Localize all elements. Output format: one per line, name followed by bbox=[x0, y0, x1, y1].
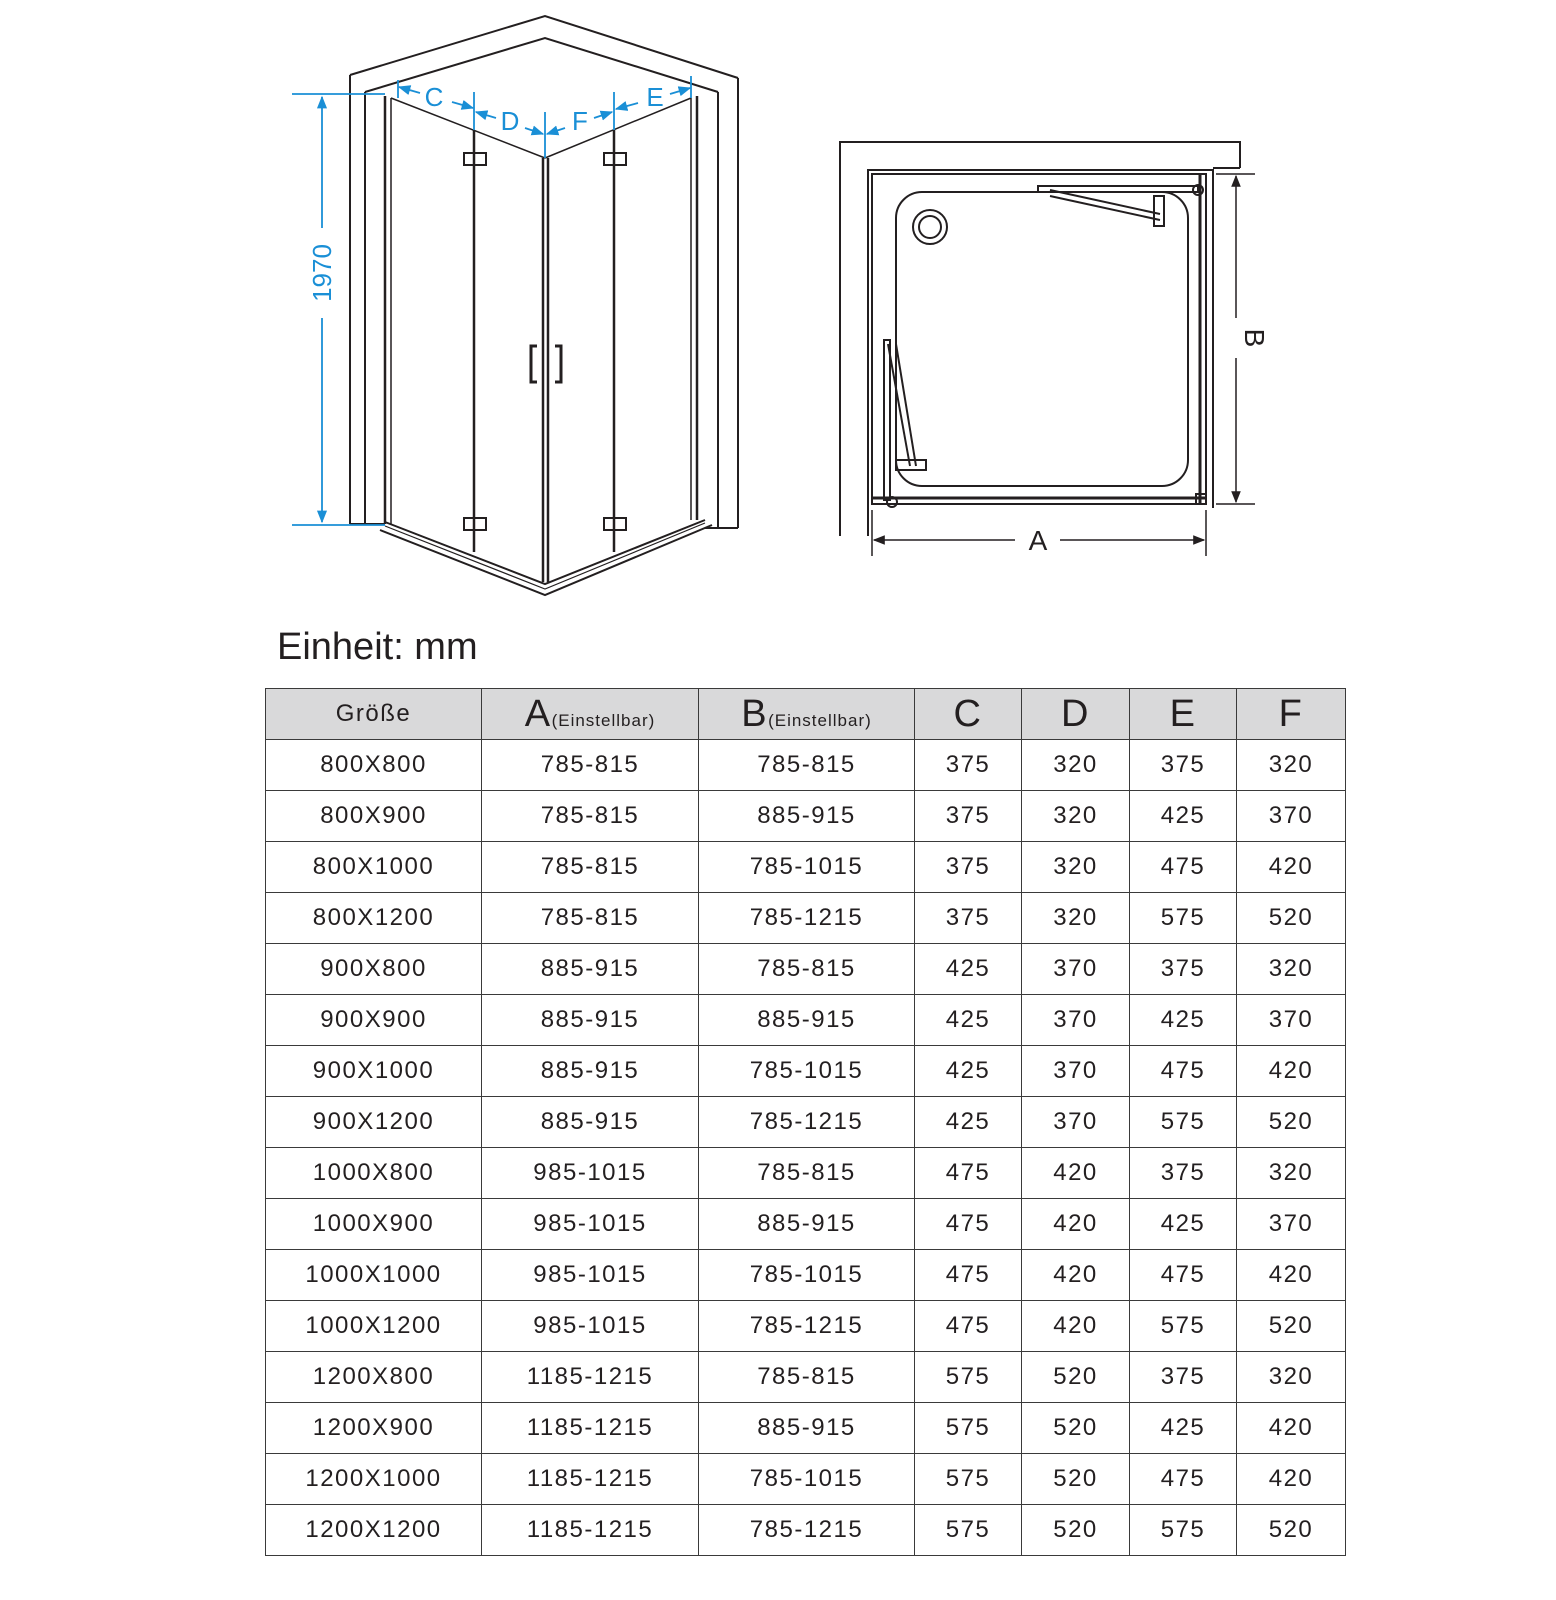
cell-size: 800X900 bbox=[266, 791, 482, 842]
top-door-panel-2 bbox=[1050, 196, 1160, 220]
cell-e: 475 bbox=[1130, 842, 1237, 893]
header-a bbox=[482, 689, 699, 740]
technical-drawing bbox=[0, 0, 1556, 600]
table-row bbox=[266, 893, 1346, 944]
cell-a: 985-1015 bbox=[482, 1148, 699, 1199]
cell-d: 320 bbox=[1022, 893, 1130, 944]
cell-e: 375 bbox=[1130, 1352, 1237, 1403]
cell-a: 1185-1215 bbox=[482, 1505, 699, 1556]
cell-a: 785-815 bbox=[482, 791, 699, 842]
cell-f: 370 bbox=[1237, 791, 1346, 842]
tray-outer bbox=[872, 174, 1206, 504]
header-b bbox=[699, 689, 915, 740]
dimension-labels-top bbox=[1029, 329, 1270, 556]
cell-b: 785-815 bbox=[699, 1148, 915, 1199]
wall-outline bbox=[840, 142, 1240, 536]
wall-top-outer bbox=[350, 16, 738, 78]
cell-b: 785-1015 bbox=[699, 1454, 915, 1505]
table-row bbox=[266, 842, 1346, 893]
header-a-sublabel: (Einstellbar) bbox=[551, 710, 656, 730]
cell-d: 320 bbox=[1022, 842, 1130, 893]
dim-label-d: D bbox=[500, 106, 520, 136]
cell-d: 420 bbox=[1022, 1148, 1130, 1199]
cell-e: 425 bbox=[1130, 791, 1237, 842]
cell-a: 1185-1215 bbox=[482, 1454, 699, 1505]
left-door-handle bbox=[896, 460, 926, 470]
header-b-sublabel: (Einstellbar) bbox=[768, 710, 872, 730]
cell-c: 575 bbox=[915, 1454, 1022, 1505]
cell-a: 785-815 bbox=[482, 740, 699, 791]
cell-e: 575 bbox=[1130, 1505, 1237, 1556]
cell-e: 375 bbox=[1130, 740, 1237, 791]
table-row bbox=[266, 1199, 1346, 1250]
cell-size: 1200X900 bbox=[266, 1403, 482, 1454]
header-c bbox=[915, 689, 1022, 740]
cell-b: 785-1215 bbox=[699, 893, 915, 944]
cell-f: 420 bbox=[1237, 1046, 1346, 1097]
header-e-label: E bbox=[1169, 692, 1197, 735]
top-door-panel-1 bbox=[1050, 190, 1160, 214]
cell-b: 785-1215 bbox=[699, 1097, 915, 1148]
cell-a: 785-815 bbox=[482, 842, 699, 893]
cell-a: 885-915 bbox=[482, 995, 699, 1046]
cell-f: 320 bbox=[1237, 740, 1346, 791]
cell-b: 785-815 bbox=[699, 1352, 915, 1403]
left-door-profile bbox=[884, 340, 890, 500]
cell-e: 475 bbox=[1130, 1250, 1237, 1301]
header-f bbox=[1237, 689, 1346, 740]
tray-edge-mid bbox=[385, 523, 705, 589]
cell-b: 785-815 bbox=[699, 740, 915, 791]
cell-f: 420 bbox=[1237, 1454, 1346, 1505]
cell-d: 520 bbox=[1022, 1454, 1130, 1505]
cell-d: 520 bbox=[1022, 1505, 1130, 1556]
cell-f: 320 bbox=[1237, 944, 1346, 995]
cell-c: 375 bbox=[915, 842, 1022, 893]
cell-f: 320 bbox=[1237, 1148, 1346, 1199]
unit-label: Einheit: mm bbox=[277, 626, 478, 668]
cell-e: 375 bbox=[1130, 944, 1237, 995]
cell-size: 1200X1200 bbox=[266, 1505, 482, 1556]
cell-d: 370 bbox=[1022, 1097, 1130, 1148]
table-row bbox=[266, 944, 1346, 995]
table-row bbox=[266, 1046, 1346, 1097]
cell-b: 885-915 bbox=[699, 1199, 915, 1250]
table-row bbox=[266, 791, 1346, 842]
cell-b: 785-1015 bbox=[699, 1250, 915, 1301]
cell-d: 320 bbox=[1022, 791, 1130, 842]
cell-b: 885-915 bbox=[699, 995, 915, 1046]
cell-size: 900X1000 bbox=[266, 1046, 482, 1097]
dim-d-a1 bbox=[476, 112, 496, 118]
dim-e-a2 bbox=[670, 88, 690, 94]
size-specification-table bbox=[265, 688, 1346, 1556]
cell-size: 1000X900 bbox=[266, 1199, 482, 1250]
tray-edge-inner bbox=[385, 520, 705, 584]
glass-top-right bbox=[545, 98, 691, 158]
table-row bbox=[266, 740, 1346, 791]
cell-size: 1000X1200 bbox=[266, 1301, 482, 1352]
tray-inner bbox=[896, 192, 1188, 486]
cell-f: 420 bbox=[1237, 842, 1346, 893]
cell-size: 1000X800 bbox=[266, 1148, 482, 1199]
header-f-label: F bbox=[1278, 692, 1304, 735]
cell-a: 1185-1215 bbox=[482, 1403, 699, 1454]
wall-top-inner bbox=[365, 38, 718, 92]
header-d bbox=[1022, 689, 1130, 740]
header-size-label: Größe bbox=[335, 700, 412, 727]
cell-b: 785-1215 bbox=[699, 1505, 915, 1556]
cell-d: 520 bbox=[1022, 1352, 1130, 1403]
cell-size: 1000X1000 bbox=[266, 1250, 482, 1301]
cell-f: 320 bbox=[1237, 1352, 1346, 1403]
cell-f: 370 bbox=[1237, 995, 1346, 1046]
header-d-label: D bbox=[1061, 692, 1090, 735]
shower-3d-view bbox=[350, 16, 738, 595]
cell-e: 575 bbox=[1130, 893, 1237, 944]
cell-size: 800X1200 bbox=[266, 893, 482, 944]
cell-e: 575 bbox=[1130, 1301, 1237, 1352]
cell-size: 1200X1000 bbox=[266, 1454, 482, 1505]
cell-size: 900X900 bbox=[266, 995, 482, 1046]
cell-f: 520 bbox=[1237, 1301, 1346, 1352]
dim-label-f: F bbox=[572, 106, 588, 136]
cell-b: 785-815 bbox=[699, 944, 915, 995]
cell-b: 885-915 bbox=[699, 791, 915, 842]
cell-d: 320 bbox=[1022, 740, 1130, 791]
cell-c: 575 bbox=[915, 1352, 1022, 1403]
cell-e: 425 bbox=[1130, 1403, 1237, 1454]
cell-a: 985-1015 bbox=[482, 1301, 699, 1352]
cell-size: 1200X800 bbox=[266, 1352, 482, 1403]
cell-a: 885-915 bbox=[482, 1046, 699, 1097]
cell-c: 375 bbox=[915, 740, 1022, 791]
dim-c-a1 bbox=[399, 87, 420, 93]
cell-e: 575 bbox=[1130, 1097, 1237, 1148]
cell-c: 425 bbox=[915, 1097, 1022, 1148]
dim-label-height: 1970 bbox=[307, 244, 337, 302]
drain-inner bbox=[919, 216, 941, 238]
dim-label-c: C bbox=[424, 82, 444, 112]
dim-label-b: B bbox=[1239, 328, 1270, 348]
cell-b: 785-1215 bbox=[699, 1301, 915, 1352]
table-body bbox=[266, 740, 1346, 1556]
cell-c: 575 bbox=[915, 1505, 1022, 1556]
header-b-label: B bbox=[741, 692, 769, 735]
dim-c-a2 bbox=[452, 102, 473, 108]
cell-e: 475 bbox=[1130, 1454, 1237, 1505]
cell-c: 425 bbox=[915, 944, 1022, 995]
cell-f: 370 bbox=[1237, 1199, 1346, 1250]
cell-d: 420 bbox=[1022, 1250, 1130, 1301]
table-row bbox=[266, 1505, 1346, 1556]
cell-a: 885-915 bbox=[482, 944, 699, 995]
cell-size: 800X800 bbox=[266, 740, 482, 791]
dim-label-a: A bbox=[1028, 525, 1048, 556]
cell-d: 370 bbox=[1022, 1046, 1130, 1097]
table-row bbox=[266, 1301, 1346, 1352]
cell-c: 425 bbox=[915, 995, 1022, 1046]
cell-d: 420 bbox=[1022, 1301, 1130, 1352]
table-row bbox=[266, 1097, 1346, 1148]
cell-e: 475 bbox=[1130, 1046, 1237, 1097]
top-door-profile bbox=[1038, 186, 1198, 192]
cell-c: 425 bbox=[915, 1046, 1022, 1097]
table-row bbox=[266, 1454, 1346, 1505]
header-a-label: A bbox=[524, 692, 552, 735]
cell-a: 885-915 bbox=[482, 1097, 699, 1148]
cell-size: 800X1000 bbox=[266, 842, 482, 893]
shower-top-view bbox=[840, 142, 1240, 536]
header-e bbox=[1130, 689, 1237, 740]
cell-f: 420 bbox=[1237, 1403, 1346, 1454]
cell-c: 575 bbox=[915, 1403, 1022, 1454]
cell-a: 985-1015 bbox=[482, 1199, 699, 1250]
top-door-handle bbox=[1154, 196, 1164, 226]
cell-a: 1185-1215 bbox=[482, 1352, 699, 1403]
cell-d: 420 bbox=[1022, 1199, 1130, 1250]
cell-e: 425 bbox=[1130, 995, 1237, 1046]
table-row bbox=[266, 1403, 1346, 1454]
cell-size: 900X1200 bbox=[266, 1097, 482, 1148]
cell-d: 370 bbox=[1022, 995, 1130, 1046]
cell-a: 985-1015 bbox=[482, 1250, 699, 1301]
handle-right bbox=[555, 346, 561, 382]
handle-left bbox=[531, 346, 537, 382]
cell-b: 785-1015 bbox=[699, 842, 915, 893]
cell-c: 475 bbox=[915, 1301, 1022, 1352]
cell-b: 785-1015 bbox=[699, 1046, 915, 1097]
cell-f: 520 bbox=[1237, 893, 1346, 944]
cell-f: 520 bbox=[1237, 1097, 1346, 1148]
table-row bbox=[266, 1250, 1346, 1301]
table-row bbox=[266, 995, 1346, 1046]
table-row bbox=[266, 1148, 1346, 1199]
dimension-lines-3d bbox=[292, 76, 691, 525]
cell-c: 375 bbox=[915, 791, 1022, 842]
cell-f: 420 bbox=[1237, 1250, 1346, 1301]
cell-c: 475 bbox=[915, 1199, 1022, 1250]
table-row bbox=[266, 1352, 1346, 1403]
cell-e: 425 bbox=[1130, 1199, 1237, 1250]
header-size bbox=[266, 689, 482, 740]
dim-d-a2 bbox=[525, 128, 543, 134]
cell-c: 375 bbox=[915, 893, 1022, 944]
cell-f: 520 bbox=[1237, 1505, 1346, 1556]
cell-e: 375 bbox=[1130, 1148, 1237, 1199]
dim-f-a2 bbox=[594, 112, 612, 118]
table-header-row bbox=[266, 689, 1346, 740]
dim-f-a1 bbox=[547, 128, 565, 134]
header-c-label: C bbox=[953, 692, 983, 735]
dim-label-e: E bbox=[646, 82, 664, 112]
cell-d: 520 bbox=[1022, 1403, 1130, 1454]
dim-e-a1 bbox=[616, 103, 638, 109]
cell-b: 885-915 bbox=[699, 1403, 915, 1454]
cell-size: 900X800 bbox=[266, 944, 482, 995]
cell-c: 475 bbox=[915, 1148, 1022, 1199]
cell-a: 785-815 bbox=[482, 893, 699, 944]
cell-d: 370 bbox=[1022, 944, 1130, 995]
cell-c: 475 bbox=[915, 1250, 1022, 1301]
